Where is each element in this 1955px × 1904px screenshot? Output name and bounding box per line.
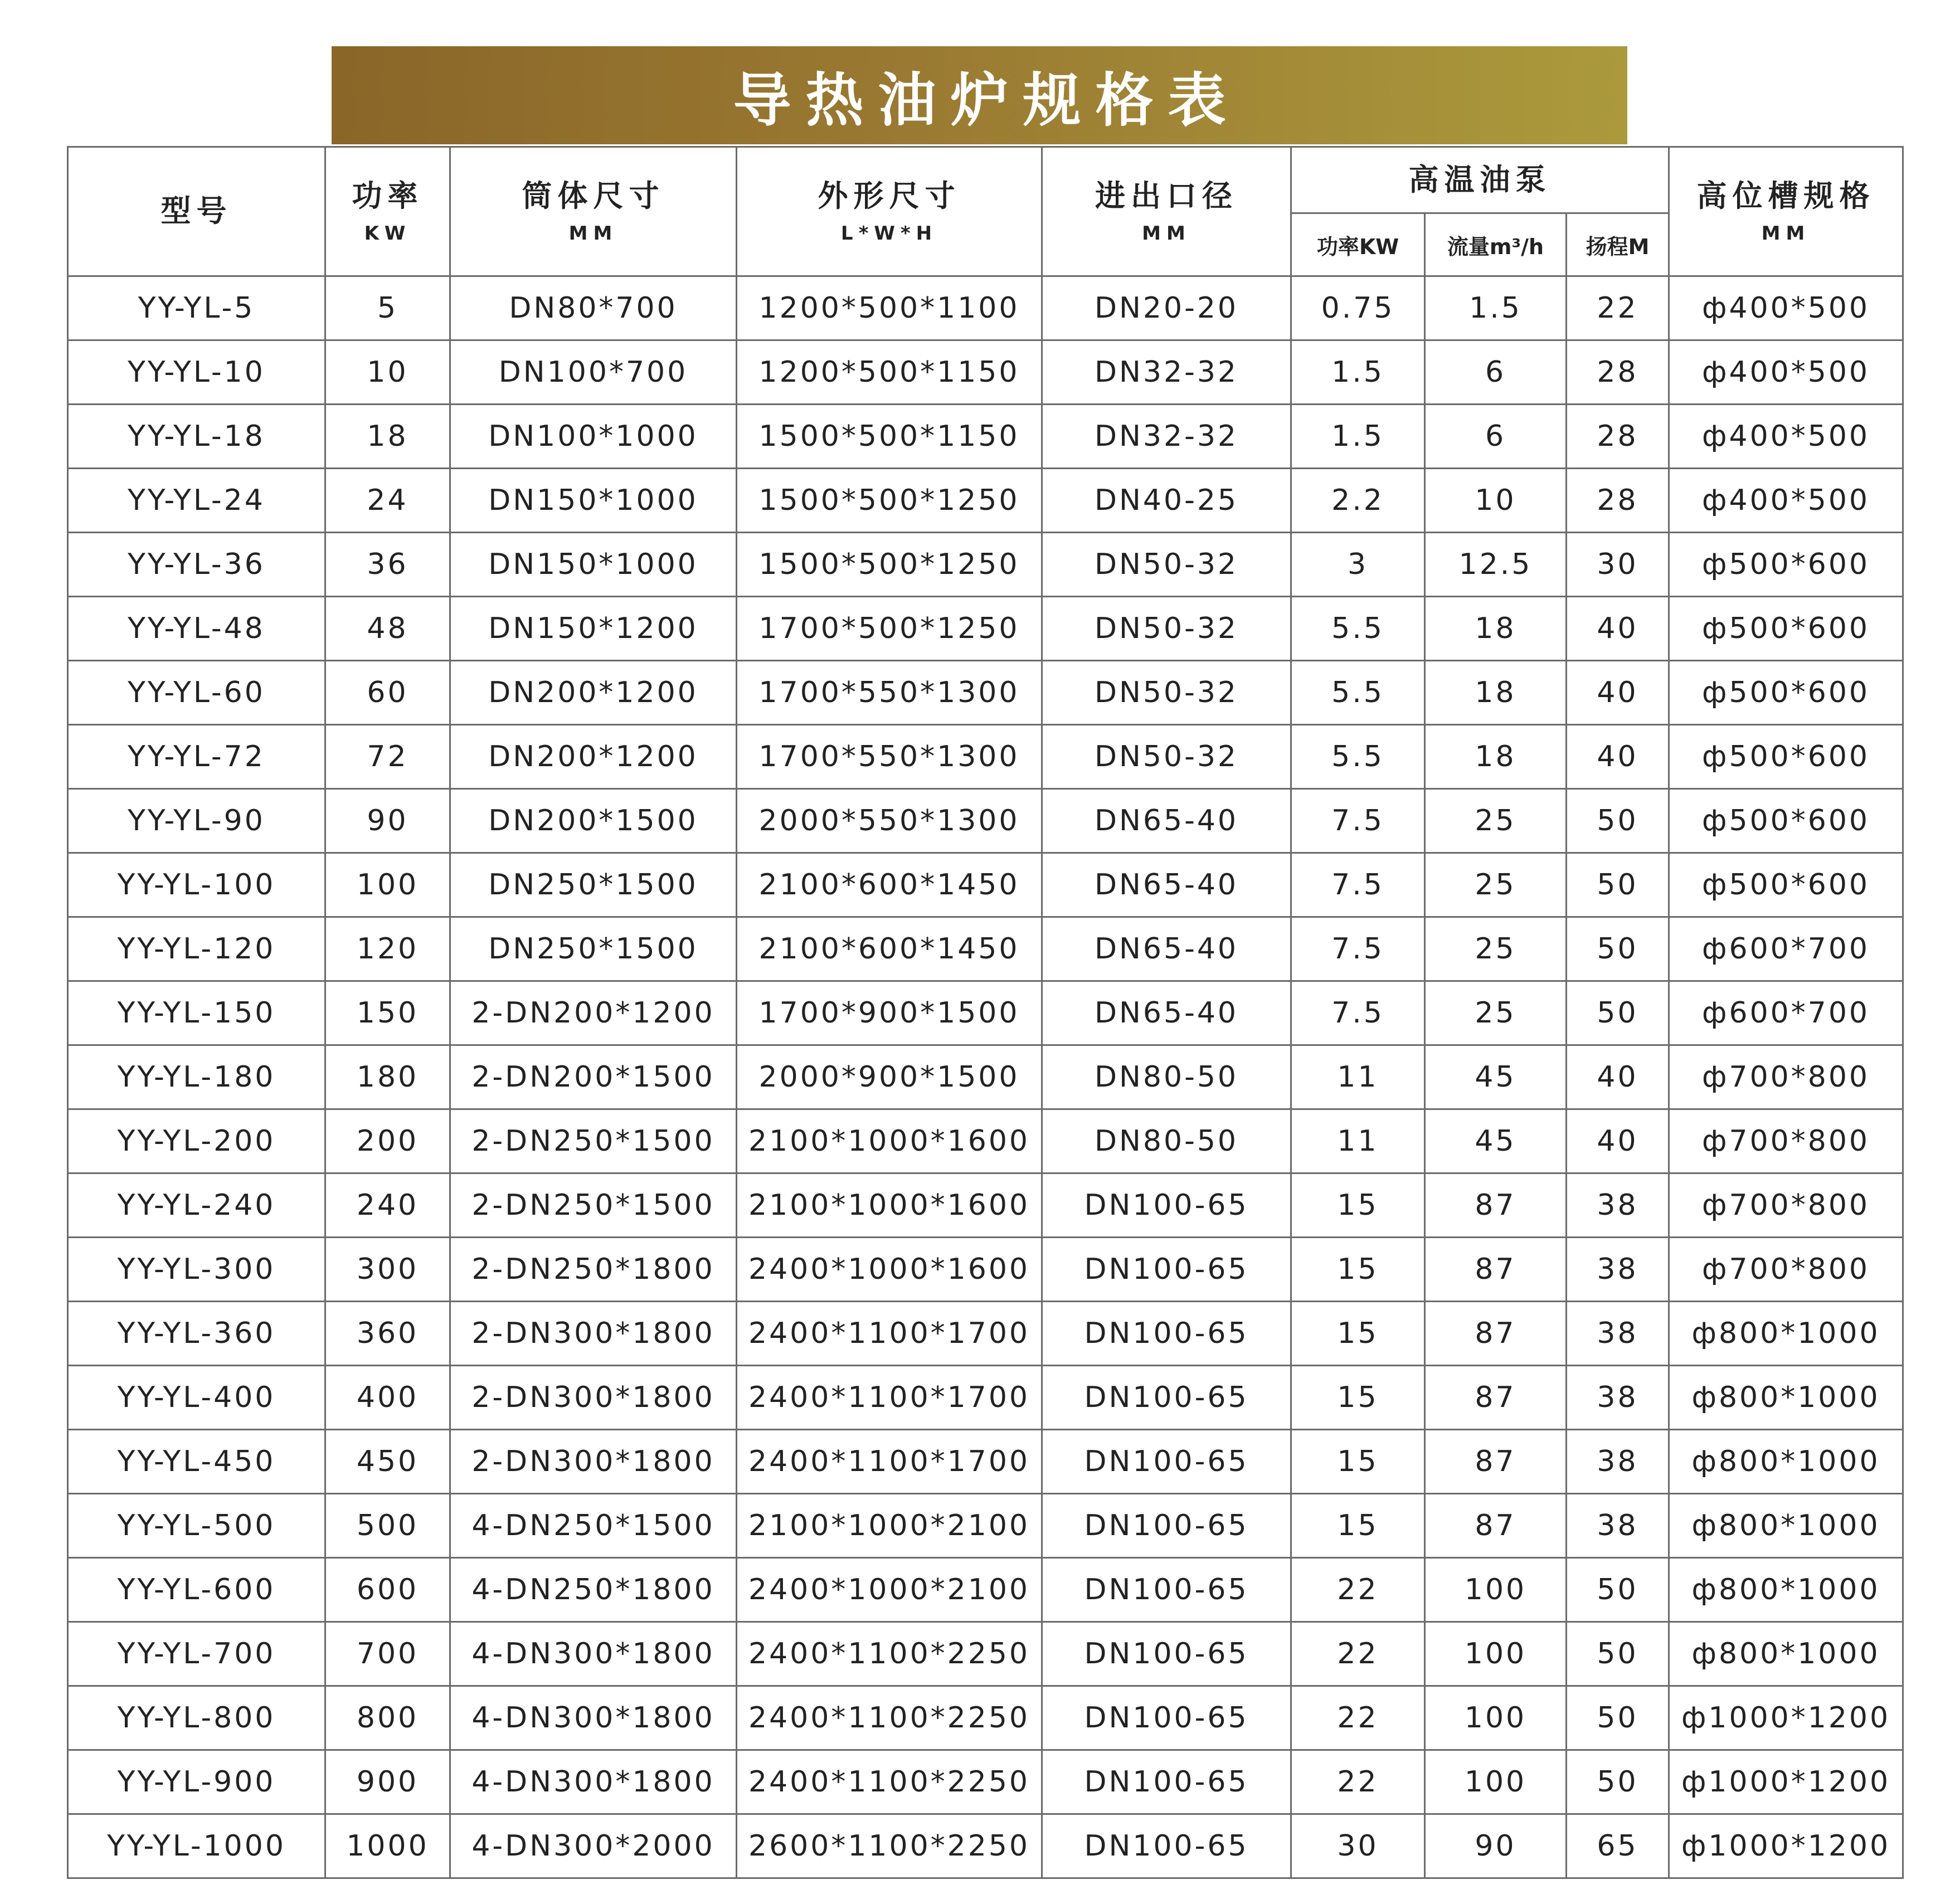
cell-pump-flow: 25 <box>1425 917 1567 981</box>
header-port-label: 进出口径 <box>1095 178 1238 214</box>
cell-tank: ф600*700 <box>1669 981 1903 1045</box>
cell-outline: 2400*1000*2100 <box>737 1558 1042 1622</box>
table-row <box>68 789 1903 853</box>
cell-pump-head: 40 <box>1567 661 1669 725</box>
cell-pump-head: 50 <box>1567 1558 1669 1622</box>
cell-pump-power: 15 <box>1291 1302 1425 1366</box>
cell-port: DN100-65 <box>1042 1302 1291 1366</box>
cell-tank: ф1000*1200 <box>1669 1750 1903 1814</box>
cell-power: 120 <box>325 917 450 981</box>
cell-drum: 2-DN300*1800 <box>450 1302 737 1366</box>
header-drum-unit: MM <box>568 222 618 245</box>
header-outline-label: 外形尺寸 <box>818 178 961 214</box>
cell-pump-flow: 18 <box>1425 661 1567 725</box>
cell-pump-flow: 12.5 <box>1425 533 1567 597</box>
cell-tank: ф800*1000 <box>1669 1558 1903 1622</box>
table-row <box>68 1302 1903 1366</box>
cell-pump-head: 50 <box>1567 981 1669 1045</box>
table-row <box>68 1622 1903 1686</box>
cell-drum: DN200*1200 <box>450 661 737 725</box>
cell-pump-power: 7.5 <box>1291 853 1425 917</box>
cell-outline: 2100*1000*1600 <box>737 1173 1042 1238</box>
cell-pump-power: 15 <box>1291 1430 1425 1494</box>
cell-pump-flow: 87 <box>1425 1494 1567 1558</box>
cell-tank: ф400*500 <box>1669 276 1903 340</box>
cell-tank: ф500*600 <box>1669 661 1903 725</box>
cell-power: 240 <box>325 1173 450 1238</box>
cell-model: YY-YL-18 <box>68 405 325 469</box>
cell-model: YY-YL-100 <box>68 853 325 917</box>
table-row <box>68 853 1903 917</box>
cell-model: YY-YL-400 <box>68 1366 325 1430</box>
cell-power: 90 <box>325 789 450 853</box>
cell-pump-power: 7.5 <box>1291 917 1425 981</box>
title-banner <box>332 46 1627 144</box>
table-row <box>68 1558 1903 1622</box>
cell-pump-power: 11 <box>1291 1109 1425 1173</box>
cell-port: DN20-20 <box>1042 276 1291 340</box>
cell-drum: DN150*1200 <box>450 597 737 661</box>
cell-outline: 1700*500*1250 <box>737 597 1042 661</box>
cell-port: DN32-32 <box>1042 340 1291 405</box>
cell-power: 36 <box>325 533 450 597</box>
header-drum <box>450 147 737 276</box>
cell-tank: ф800*1000 <box>1669 1622 1903 1686</box>
cell-tank: ф500*600 <box>1669 853 1903 917</box>
cell-power: 24 <box>325 469 450 533</box>
cell-drum: 2-DN250*1800 <box>450 1238 737 1302</box>
cell-pump-head: 40 <box>1567 1045 1669 1109</box>
cell-pump-power: 22 <box>1291 1622 1425 1686</box>
table-row <box>68 276 1903 340</box>
cell-pump-head: 28 <box>1567 469 1669 533</box>
cell-pump-flow: 18 <box>1425 725 1567 789</box>
cell-drum: 2-DN200*1200 <box>450 981 737 1045</box>
cell-power: 360 <box>325 1302 450 1366</box>
cell-model: YY-YL-800 <box>68 1686 325 1750</box>
cell-pump-power: 22 <box>1291 1686 1425 1750</box>
cell-drum: DN80*700 <box>450 276 737 340</box>
cell-tank: ф700*800 <box>1669 1173 1903 1238</box>
cell-model: YY-YL-300 <box>68 1238 325 1302</box>
cell-pump-power: 15 <box>1291 1173 1425 1238</box>
cell-drum: DN250*1500 <box>450 917 737 981</box>
cell-port: DN100-65 <box>1042 1686 1291 1750</box>
header-power-label: 功率 <box>352 178 424 214</box>
header-port <box>1042 147 1291 276</box>
cell-pump-flow: 1.5 <box>1425 276 1567 340</box>
cell-drum: 2-DN250*1500 <box>450 1173 737 1238</box>
cell-pump-power: 1.5 <box>1291 405 1425 469</box>
cell-tank: ф500*600 <box>1669 597 1903 661</box>
cell-model: YY-YL-24 <box>68 469 325 533</box>
cell-pump-head: 38 <box>1567 1173 1669 1238</box>
cell-model: YY-YL-36 <box>68 533 325 597</box>
table-row <box>68 405 1903 469</box>
header-pump <box>1291 147 1669 213</box>
cell-model: YY-YL-900 <box>68 1750 325 1814</box>
cell-drum: 2-DN300*1800 <box>450 1430 737 1494</box>
cell-power: 300 <box>325 1238 450 1302</box>
cell-model: YY-YL-450 <box>68 1430 325 1494</box>
header-pump-power: 功率KW <box>1291 213 1425 276</box>
cell-pump-head: 50 <box>1567 1750 1669 1814</box>
cell-outline: 2400*1100*2250 <box>737 1750 1042 1814</box>
cell-drum: 4-DN300*1800 <box>450 1750 737 1814</box>
header-tank <box>1669 147 1903 276</box>
cell-port: DN100-65 <box>1042 1173 1291 1238</box>
cell-port: DN50-32 <box>1042 597 1291 661</box>
cell-model: YY-YL-120 <box>68 917 325 981</box>
cell-power: 500 <box>325 1494 450 1558</box>
cell-pump-head: 50 <box>1567 789 1669 853</box>
cell-pump-flow: 18 <box>1425 597 1567 661</box>
cell-power: 100 <box>325 853 450 917</box>
cell-tank: ф800*1000 <box>1669 1494 1903 1558</box>
table-row <box>68 1814 1903 1878</box>
cell-power: 600 <box>325 1558 450 1622</box>
table-row <box>68 661 1903 725</box>
table-row <box>68 1750 1903 1814</box>
cell-outline: 1200*500*1100 <box>737 276 1042 340</box>
cell-power: 48 <box>325 597 450 661</box>
table-row <box>68 1238 1903 1302</box>
cell-pump-flow: 100 <box>1425 1750 1567 1814</box>
cell-power: 60 <box>325 661 450 725</box>
cell-port: DN40-25 <box>1042 469 1291 533</box>
cell-pump-head: 65 <box>1567 1814 1669 1878</box>
cell-port: DN100-65 <box>1042 1750 1291 1814</box>
cell-outline: 2400*1100*2250 <box>737 1686 1042 1750</box>
cell-tank: ф500*600 <box>1669 725 1903 789</box>
table-row <box>68 340 1903 405</box>
header-pump-flow: 流量m³/h <box>1425 213 1567 276</box>
cell-pump-flow: 25 <box>1425 789 1567 853</box>
cell-outline: 1500*500*1250 <box>737 469 1042 533</box>
cell-model: YY-YL-60 <box>68 661 325 725</box>
cell-drum: 4-DN300*1800 <box>450 1686 737 1750</box>
cell-pump-flow: 6 <box>1425 340 1567 405</box>
cell-model: YY-YL-90 <box>68 789 325 853</box>
table-row <box>68 725 1903 789</box>
cell-port: DN100-65 <box>1042 1814 1291 1878</box>
cell-pump-head: 38 <box>1567 1302 1669 1366</box>
cell-port: DN100-65 <box>1042 1366 1291 1430</box>
cell-port: DN32-32 <box>1042 405 1291 469</box>
cell-drum: DN150*1000 <box>450 469 737 533</box>
cell-pump-power: 15 <box>1291 1494 1425 1558</box>
cell-port: DN100-65 <box>1042 1494 1291 1558</box>
cell-pump-power: 1.5 <box>1291 340 1425 405</box>
table-row <box>68 1366 1903 1430</box>
cell-pump-power: 5.5 <box>1291 597 1425 661</box>
cell-model: YY-YL-360 <box>68 1302 325 1366</box>
cell-model: YY-YL-600 <box>68 1558 325 1622</box>
cell-drum: DN250*1500 <box>450 853 737 917</box>
cell-outline: 1500*500*1250 <box>737 533 1042 597</box>
cell-pump-head: 28 <box>1567 405 1669 469</box>
cell-port: DN100-65 <box>1042 1622 1291 1686</box>
header-model-label: 型号 <box>161 193 232 229</box>
cell-drum: DN100*1000 <box>450 405 737 469</box>
cell-port: DN65-40 <box>1042 981 1291 1045</box>
spec-table <box>67 146 1904 1879</box>
cell-power: 900 <box>325 1750 450 1814</box>
cell-drum: 2-DN300*1800 <box>450 1366 737 1430</box>
table-row <box>68 533 1903 597</box>
cell-model: YY-YL-48 <box>68 597 325 661</box>
table-row <box>68 597 1903 661</box>
cell-outline: 2100*1000*1600 <box>737 1109 1042 1173</box>
table-row <box>68 469 1903 533</box>
cell-outline: 2400*1100*1700 <box>737 1430 1042 1494</box>
cell-pump-power: 0.75 <box>1291 276 1425 340</box>
cell-pump-flow: 87 <box>1425 1238 1567 1302</box>
header-pump-head: 扬程M <box>1567 213 1669 276</box>
cell-power: 400 <box>325 1366 450 1430</box>
cell-power: 450 <box>325 1430 450 1494</box>
header-row <box>68 147 1903 213</box>
cell-pump-head: 50 <box>1567 853 1669 917</box>
cell-pump-head: 50 <box>1567 1622 1669 1686</box>
cell-port: DN50-32 <box>1042 661 1291 725</box>
cell-power: 18 <box>325 405 450 469</box>
cell-pump-flow: 25 <box>1425 981 1567 1045</box>
table-row <box>68 1430 1903 1494</box>
cell-pump-head: 50 <box>1567 917 1669 981</box>
cell-model: YY-YL-1000 <box>68 1814 325 1878</box>
cell-tank: ф700*800 <box>1669 1045 1903 1109</box>
cell-power: 1000 <box>325 1814 450 1878</box>
cell-pump-power: 15 <box>1291 1238 1425 1302</box>
cell-pump-power: 30 <box>1291 1814 1425 1878</box>
cell-power: 10 <box>325 340 450 405</box>
cell-outline: 1700*550*1300 <box>737 661 1042 725</box>
cell-drum: DN200*1200 <box>450 725 737 789</box>
cell-port: DN80-50 <box>1042 1045 1291 1109</box>
cell-pump-head: 40 <box>1567 725 1669 789</box>
cell-outline: 1500*500*1150 <box>737 405 1042 469</box>
cell-pump-power: 5.5 <box>1291 725 1425 789</box>
cell-port: DN65-40 <box>1042 789 1291 853</box>
cell-pump-flow: 45 <box>1425 1045 1567 1109</box>
cell-pump-flow: 87 <box>1425 1366 1567 1430</box>
cell-pump-power: 7.5 <box>1291 981 1425 1045</box>
cell-model: YY-YL-500 <box>68 1494 325 1558</box>
cell-pump-power: 5.5 <box>1291 661 1425 725</box>
cell-port: DN50-32 <box>1042 725 1291 789</box>
cell-port: DN65-40 <box>1042 917 1291 981</box>
cell-pump-head: 22 <box>1567 276 1669 340</box>
cell-tank: ф1000*1200 <box>1669 1814 1903 1878</box>
cell-pump-power: 2.2 <box>1291 469 1425 533</box>
cell-model: YY-YL-5 <box>68 276 325 340</box>
cell-tank: ф400*500 <box>1669 340 1903 405</box>
cell-outline: 1700*550*1300 <box>737 725 1042 789</box>
table-row <box>68 1686 1903 1750</box>
cell-port: DN65-40 <box>1042 853 1291 917</box>
cell-port: DN100-65 <box>1042 1558 1291 1622</box>
header-drum-label: 筒体尺寸 <box>522 178 665 214</box>
header-model <box>68 147 325 276</box>
cell-power: 5 <box>325 276 450 340</box>
cell-power: 72 <box>325 725 450 789</box>
cell-outline: 1200*500*1150 <box>737 340 1042 405</box>
cell-outline: 2100*600*1450 <box>737 853 1042 917</box>
cell-drum: 2-DN250*1500 <box>450 1109 737 1173</box>
cell-pump-power: 11 <box>1291 1045 1425 1109</box>
table-row <box>68 1109 1903 1173</box>
cell-model: YY-YL-72 <box>68 725 325 789</box>
cell-drum: 4-DN300*1800 <box>450 1622 737 1686</box>
cell-pump-head: 38 <box>1567 1366 1669 1430</box>
cell-pump-flow: 100 <box>1425 1622 1567 1686</box>
cell-outline: 2400*1100*1700 <box>737 1302 1042 1366</box>
cell-power: 200 <box>325 1109 450 1173</box>
cell-model: YY-YL-180 <box>68 1045 325 1109</box>
cell-pump-power: 15 <box>1291 1366 1425 1430</box>
cell-pump-flow: 87 <box>1425 1173 1567 1238</box>
cell-pump-power: 22 <box>1291 1558 1425 1622</box>
cell-tank: ф500*600 <box>1669 533 1903 597</box>
cell-pump-flow: 87 <box>1425 1302 1567 1366</box>
cell-power: 800 <box>325 1686 450 1750</box>
cell-pump-flow: 90 <box>1425 1814 1567 1878</box>
cell-drum: 2-DN200*1500 <box>450 1045 737 1109</box>
cell-drum: DN100*700 <box>450 340 737 405</box>
cell-pump-flow: 45 <box>1425 1109 1567 1173</box>
cell-port: DN100-65 <box>1042 1238 1291 1302</box>
header-pump-label: 高温油泵 <box>1408 162 1552 197</box>
page-title: 导热油炉规格表 <box>733 66 1241 134</box>
table-row <box>68 1494 1903 1558</box>
cell-pump-head: 38 <box>1567 1494 1669 1558</box>
cell-pump-head: 38 <box>1567 1238 1669 1302</box>
cell-tank: ф800*1000 <box>1669 1430 1903 1494</box>
header-power <box>325 147 450 276</box>
cell-outline: 2100*600*1450 <box>737 917 1042 981</box>
cell-pump-power: 22 <box>1291 1750 1425 1814</box>
cell-pump-flow: 87 <box>1425 1430 1567 1494</box>
cell-power: 150 <box>325 981 450 1045</box>
cell-drum: 4-DN250*1500 <box>450 1494 737 1558</box>
cell-tank: ф1000*1200 <box>1669 1686 1903 1750</box>
cell-pump-head: 40 <box>1567 1109 1669 1173</box>
cell-port: DN80-50 <box>1042 1109 1291 1173</box>
cell-outline: 2600*1100*2250 <box>737 1814 1042 1878</box>
cell-outline: 2000*550*1300 <box>737 789 1042 853</box>
cell-drum: 4-DN250*1800 <box>450 1558 737 1622</box>
cell-outline: 2400*1100*1700 <box>737 1366 1042 1430</box>
cell-pump-flow: 100 <box>1425 1686 1567 1750</box>
cell-pump-power: 7.5 <box>1291 789 1425 853</box>
cell-tank: ф400*500 <box>1669 405 1903 469</box>
cell-port: DN50-32 <box>1042 533 1291 597</box>
cell-pump-flow: 10 <box>1425 469 1567 533</box>
cell-model: YY-YL-200 <box>68 1109 325 1173</box>
cell-pump-flow: 100 <box>1425 1558 1567 1622</box>
cell-pump-flow: 6 <box>1425 405 1567 469</box>
cell-outline: 2100*1000*2100 <box>737 1494 1042 1558</box>
table-row <box>68 1173 1903 1238</box>
cell-drum: DN150*1000 <box>450 533 737 597</box>
cell-drum: 4-DN300*2000 <box>450 1814 737 1878</box>
header-tank-label: 高位槽规格 <box>1696 178 1875 214</box>
cell-model: YY-YL-150 <box>68 981 325 1045</box>
table-row <box>68 1045 1903 1109</box>
cell-outline: 1700*900*1500 <box>737 981 1042 1045</box>
header-outline <box>737 147 1042 276</box>
cell-tank: ф600*700 <box>1669 917 1903 981</box>
cell-drum: DN200*1500 <box>450 789 737 853</box>
cell-tank: ф500*600 <box>1669 789 1903 853</box>
cell-pump-head: 40 <box>1567 597 1669 661</box>
spec-table-body <box>68 276 1903 1878</box>
cell-model: YY-YL-700 <box>68 1622 325 1686</box>
header-tank-unit: MM <box>1761 222 1811 245</box>
header-outline-unit: L*W*H <box>840 222 938 245</box>
cell-pump-head: 50 <box>1567 1686 1669 1750</box>
cell-tank: ф400*500 <box>1669 469 1903 533</box>
cell-port: DN100-65 <box>1042 1430 1291 1494</box>
cell-power: 700 <box>325 1622 450 1686</box>
cell-model: YY-YL-10 <box>68 340 325 405</box>
cell-outline: 2400*1000*1600 <box>737 1238 1042 1302</box>
table-row <box>68 917 1903 981</box>
cell-tank: ф800*1000 <box>1669 1366 1903 1430</box>
cell-tank: ф700*800 <box>1669 1109 1903 1173</box>
cell-pump-head: 28 <box>1567 340 1669 405</box>
header-power-unit: KW <box>364 222 411 245</box>
cell-outline: 2400*1100*2250 <box>737 1622 1042 1686</box>
cell-outline: 2000*900*1500 <box>737 1045 1042 1109</box>
cell-pump-head: 38 <box>1567 1430 1669 1494</box>
cell-pump-power: 3 <box>1291 533 1425 597</box>
cell-pump-flow: 25 <box>1425 853 1567 917</box>
cell-power: 180 <box>325 1045 450 1109</box>
cell-model: YY-YL-240 <box>68 1173 325 1238</box>
header-port-unit: MM <box>1142 222 1191 245</box>
cell-tank: ф800*1000 <box>1669 1302 1903 1366</box>
cell-pump-head: 30 <box>1567 533 1669 597</box>
table-row <box>68 981 1903 1045</box>
cell-tank: ф700*800 <box>1669 1238 1903 1302</box>
